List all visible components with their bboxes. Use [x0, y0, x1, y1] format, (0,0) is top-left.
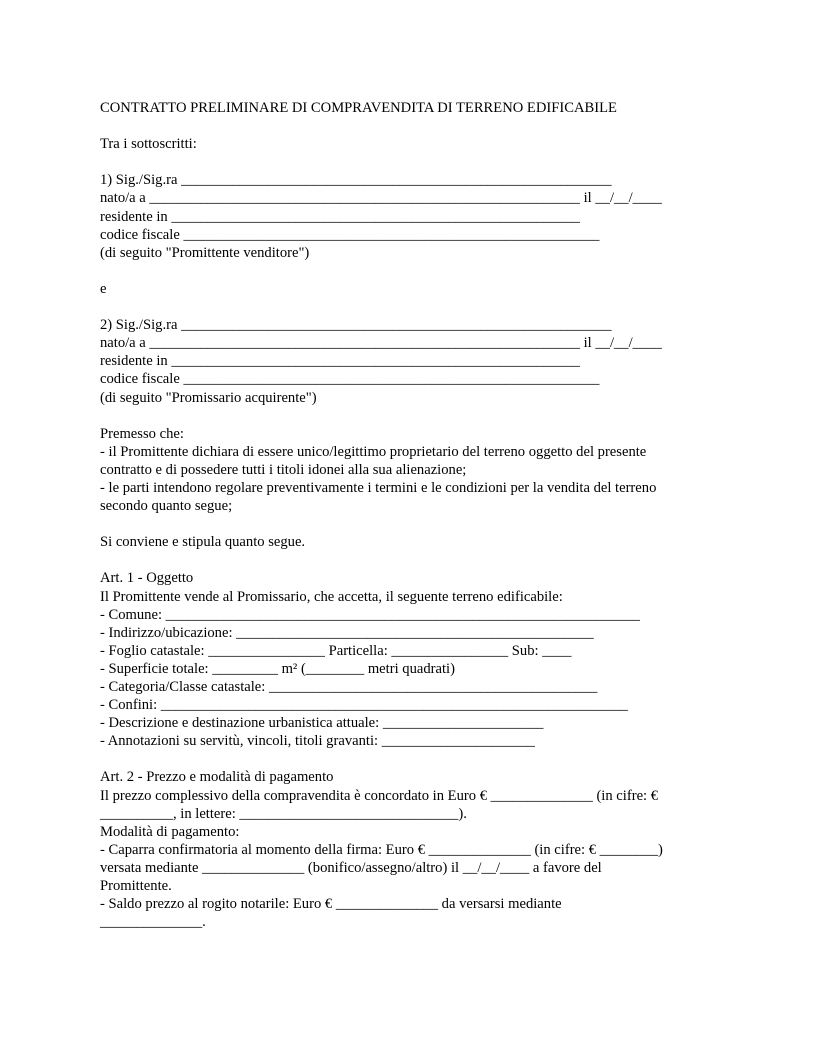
party2-block — [100, 316, 730, 406]
party1-block — [100, 171, 730, 261]
spacer — [100, 551, 730, 569]
agreement-statement: Si conviene e stipula quanto segue. — [100, 534, 306, 551]
article-1-line: - Annotazioni su servitù, vincoli, titoli gravanti: _____________________ — [100, 733, 535, 750]
intro-text: Tra i sottoscritti: — [100, 136, 197, 153]
article-2-line: versata mediante ______________ (bonifico/assegno/altro) il __/__/____ a favore del — [100, 859, 602, 876]
spacer — [100, 407, 730, 425]
spacer — [100, 298, 730, 316]
article-1-heading: Art. 1 - Oggetto — [100, 570, 194, 587]
article-1-line: - Categoria/Classe catastale: _____________________________________________ — [100, 679, 598, 695]
article-1-line: - Foglio catastale: ________________ Particella: ________________ Sub: ____ — [100, 642, 572, 659]
article-2-line: ______________. — [100, 914, 206, 931]
article-2-block — [100, 768, 730, 931]
article-1-line: Il Promittente vende al Promissario, che accetta, il seguente terreno edificabile: — [100, 588, 563, 605]
article-2-line: __________, in lettere: ______________________________). — [100, 805, 467, 822]
article-2-line: Promittente. — [100, 878, 172, 895]
article-2-line: Modalità di pagamento: — [100, 823, 240, 840]
article-1-line: - Superficie totale: _________ m² (________ metri quadrati) — [100, 660, 455, 677]
party2-name-field: 2) Sig./Sig.ra ___________________________________________________________ — [100, 317, 612, 334]
spacer — [100, 117, 730, 135]
party2-role: (di seguito "Promissario acquirente") — [100, 389, 317, 406]
premises-line: - le parti intendono regolare preventivamente i termini e le condizioni per la vendita del terreno — [100, 479, 657, 496]
article-1-line: - Descrizione e destinazione urbanistica attuale: ______________________ — [100, 715, 544, 732]
spacer — [100, 153, 730, 171]
party2-birth-field: nato/a a ___________________________________________________________ il __/__/____ — [100, 335, 662, 352]
party1-role: (di seguito "Promittente venditore") — [100, 244, 310, 261]
premises-line: - il Promittente dichiara di essere unico/legittimo proprietario del terreno oggetto del presente — [100, 443, 647, 460]
document-title: CONTRATTO PRELIMINARE DI COMPRAVENDITA DI TERRENO EDIFICABILE — [100, 100, 617, 116]
article-1-line: - Confini: ________________________________________________________________ — [100, 697, 628, 714]
contract-page — [100, 99, 730, 931]
article-1-block — [100, 569, 730, 750]
article-2-heading: Art. 2 - Prezzo e modalità di pagamento — [100, 769, 334, 786]
premises-block — [100, 425, 730, 515]
article-1-line: - Indirizzo/ubicazione: _________________________________________________ — [100, 624, 594, 641]
article-1-line: - Comune: _________________________________________________________________ — [100, 606, 640, 623]
party2-tax-code-field: codice fiscale _________________________________________________________ — [100, 371, 600, 388]
spacer — [100, 750, 730, 768]
article-2-line: Il prezzo complessivo della compravendita è concordato in Euro € ______________ (in cifre: € — [100, 787, 659, 804]
spacer — [100, 515, 730, 533]
party1-birth-field: nato/a a ___________________________________________________________ il __/__/____ — [100, 190, 662, 207]
party1-residence-field: residente in ________________________________________________________ — [100, 208, 580, 225]
party2-residence-field: residente in ________________________________________________________ — [100, 353, 580, 370]
conjunction: e — [100, 280, 107, 297]
premises-line: contratto e di possedere tutti i titoli idonei alla sua alienazione; — [100, 461, 467, 478]
article-2-line: - Saldo prezzo al rogito notarile: Euro € ______________ da versarsi mediante — [100, 896, 562, 913]
party1-tax-code-field: codice fiscale _________________________________________________________ — [100, 226, 600, 243]
party1-name-field: 1) Sig./Sig.ra ___________________________________________________________ — [100, 172, 612, 189]
premises-line: secondo quanto segue; — [100, 498, 233, 515]
article-2-line: - Caparra confirmatoria al momento della firma: Euro € ______________ (in cifre: € ________) — [100, 841, 663, 858]
spacer — [100, 262, 730, 280]
premises-heading: Premesso che: — [100, 425, 184, 442]
